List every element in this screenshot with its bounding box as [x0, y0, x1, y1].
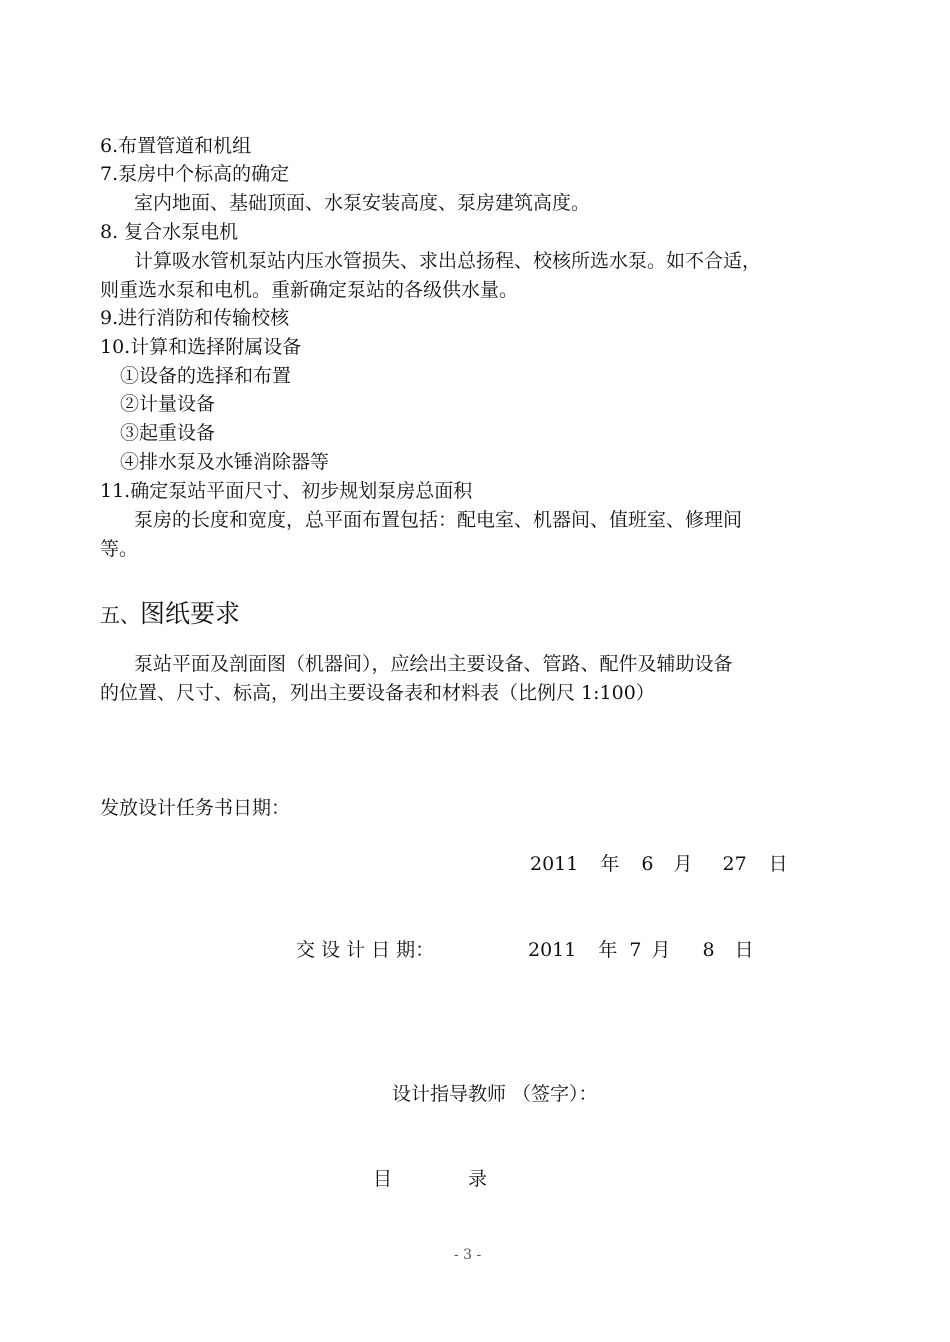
step-10-item: ①设备的选择和布置	[120, 365, 292, 387]
signature-label: 设计指导教师 （签字）：	[392, 1083, 598, 1105]
step-8: 8. 复合水泵电机	[100, 221, 239, 243]
step-10-item: ②计量设备	[120, 393, 216, 415]
toc-title-char1: 目	[373, 1168, 393, 1190]
issue-date-label: 发放设计任务书日期：	[100, 797, 291, 819]
section-5-paragraph-line1: 泵站平面及剖面图（机器间），应绘出主要设备、管路、配件及辅助设备	[134, 653, 733, 675]
issue-month: 6	[641, 853, 654, 875]
step-10-item: ③起重设备	[120, 422, 216, 444]
submit-date-label: 交 设 计 日 期：	[296, 939, 435, 961]
submit-date	[528, 936, 754, 964]
issue-year: 2011	[530, 853, 579, 875]
step-11-detail-line1: 泵房的长度和宽度，总平面布置包括：配电室、机器间、值班室、修理间	[134, 509, 743, 531]
step-8-detail-line2: 则重选水泵和电机。重新确定泵站的各级供水量。	[100, 279, 519, 301]
step-10-item: ④排水泵及水锤消除器等	[120, 451, 330, 473]
issue-day-unit: 日	[768, 853, 788, 875]
step-9: 9.进行消防和传输校核	[100, 307, 290, 329]
submit-month-unit: 月	[651, 939, 671, 961]
issue-month-unit: 月	[673, 853, 693, 875]
submit-year: 2011	[528, 939, 577, 961]
section-5-heading-text: 图纸要求	[140, 599, 241, 628]
issue-date	[530, 850, 788, 878]
section-5-heading	[100, 597, 240, 632]
section-5-paragraph-line2: 的位置、尺寸、标高，列出主要设备表和材料表（比例尺 1:100）	[100, 682, 655, 704]
issue-day: 27	[722, 853, 747, 875]
submit-month: 7	[629, 939, 642, 961]
submit-day-unit: 日	[734, 939, 754, 961]
submit-day: 8	[702, 939, 715, 961]
step-11: 11.确定泵站平面尺寸、初步规划泵房总面积	[100, 480, 473, 502]
step-8-detail-line1: 计算吸水管机泵站内压水管损失、求出总扬程、校核所选水泵。如不合适，	[134, 250, 762, 272]
page-number: - 3 -	[454, 1247, 482, 1263]
toc-title	[373, 1165, 487, 1193]
toc-title-char2: 录	[468, 1168, 488, 1190]
step-7: 7.泵房中个标高的确定	[100, 163, 290, 185]
section-5-heading-number: 五、	[100, 603, 140, 627]
step-7-detail: 室内地面、基础顶面、水泵安装高度、泵房建筑高度。	[134, 192, 591, 214]
step-11-detail-line2: 等。	[100, 538, 139, 560]
submit-year-unit: 年	[598, 939, 618, 961]
step-10: 10.计算和选择附属设备	[100, 336, 302, 358]
issue-year-unit: 年	[600, 853, 620, 875]
step-6: 6.布置管道和机组	[100, 135, 252, 157]
